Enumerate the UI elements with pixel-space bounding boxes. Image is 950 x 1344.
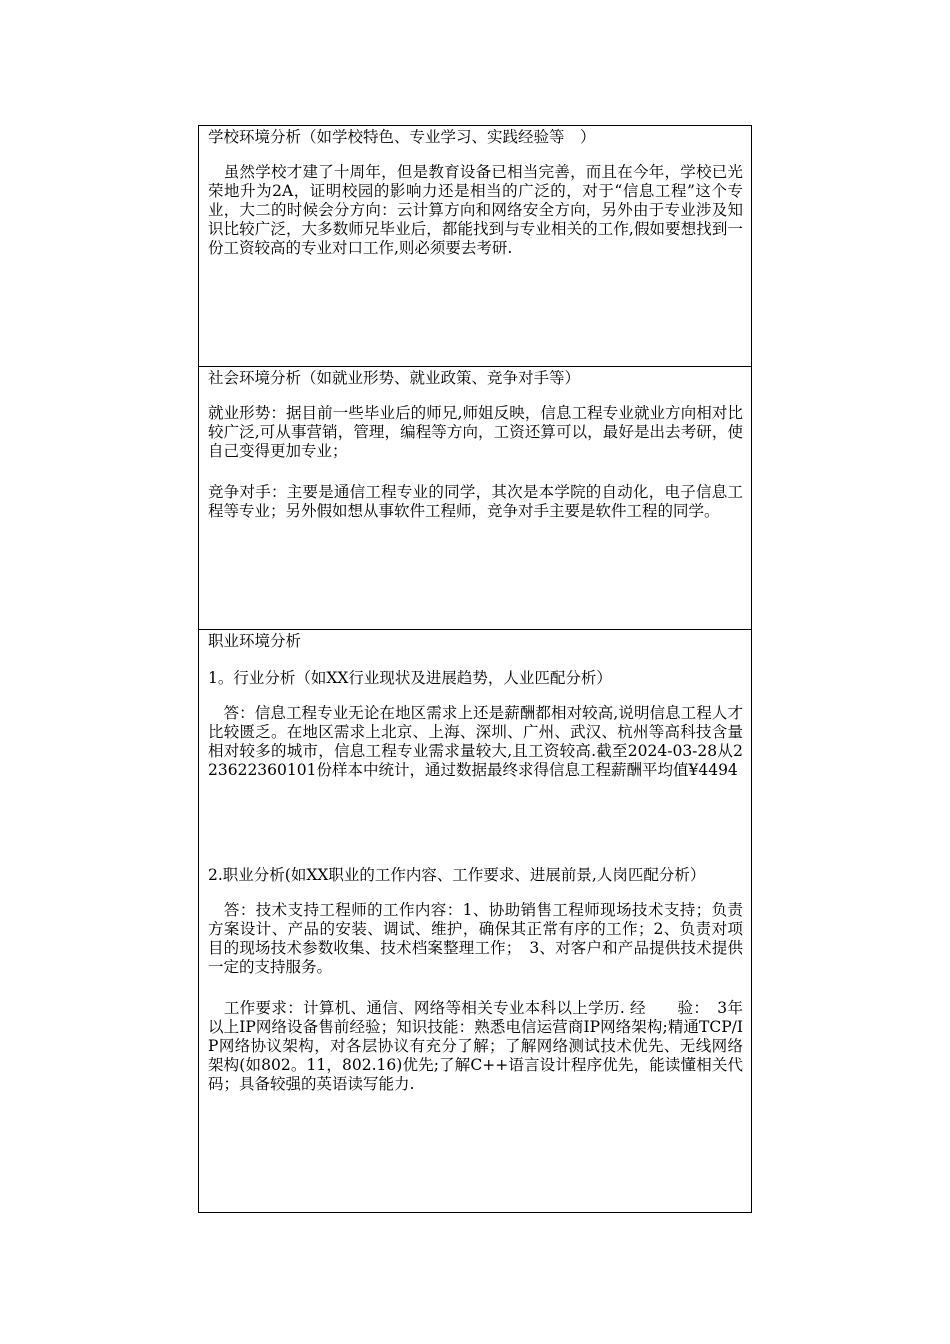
- industry-analysis-answer: 答：信息工程专业无论在地区需求上还是薪酬都相对较高,说明信息工程人才比较匮乏。在地区需求上北京、上海、深圳、广州、武汉、杭州等高科技含量相对较多的城市，信息工程专业需求量较大,且工资较高.截至2024-03-28从223622360101份样本中统计，通过数据最终求得信息工程薪酬平均值¥4494: [208, 704, 743, 779]
- social-environment-section: [199, 367, 751, 630]
- career-environment-heading: 职业环境分析: [208, 632, 302, 650]
- job-analysis-heading: 2.职业分析(如XX职业的工作内容、工作要求、进展前景,人岗匹配分析）: [208, 866, 706, 884]
- competitors-text: 竞争对手：主要是通信工程专业的同学，其次是本学院的自动化，电子信息工程等专业；另外假如想从事软件工程师，竞争对手主要是软件工程的同学。: [208, 483, 743, 520]
- school-environment-section: [199, 126, 751, 367]
- job-requirements-text: 工作要求：计算机、通信、网络等相关专业本科以上学历. 经 验： 3年以上IP网络设备售前经验；知识技能：熟悉电信运营商IP网络架构;精通TCP/IP网络协议架构，对各层协议有充分了解；了解网络测试技术优先、无线网络架构(如802。11，802.16)优先;了解C++语言设计程序优先，能读懂相关代码；具备较强的英语读写能力.: [208, 999, 743, 1093]
- school-environment-heading: 学校环境分析（如学校特色、专业学习、实践经验等 ）: [208, 128, 596, 146]
- school-environment-body: 虽然学校才建了十周年，但是教育设备已相当完善，而且在今年，学校已光荣地升为2A，证明校园的影响力还是相当的广泛的，对于“信息工程”这个专业，大二的时候会分方向：云计算方向和网络安全方向，另外由于专业涉及知识比较广泛，大多数师兄毕业后，都能找到与专业相关的工作,假如要想找到一份工资较高的专业对口工作,则必须要去考研.: [208, 163, 743, 257]
- employment-situation-text: 就业形势：据目前一些毕业后的师兄,师姐反映，信息工程专业就业方向相对比较广泛,可从事营销，管理，编程等方向，工资还算可以，最好是出去考研，使自己变得更加专业；: [208, 404, 743, 460]
- job-analysis-answer: 答：技术支持工程师的工作内容：1、协助销售工程师现场技术支持；负责方案设计、产品的安装、调试、维护，确保其正常有序的工作；2、负责对项目的现场技术参数收集、技术档案整理工作； 3、对客户和产品提供技术提供一定的支持服务。: [208, 901, 743, 976]
- industry-analysis-heading: 1。行业分析（如XX行业现状及进展趋势，人业匹配分析）: [208, 669, 612, 687]
- career-environment-section: [199, 630, 751, 1212]
- social-environment-heading: 社会环境分析（如就业形势、就业政策、竞争对手等）: [208, 369, 581, 387]
- analysis-table: [198, 125, 752, 1213]
